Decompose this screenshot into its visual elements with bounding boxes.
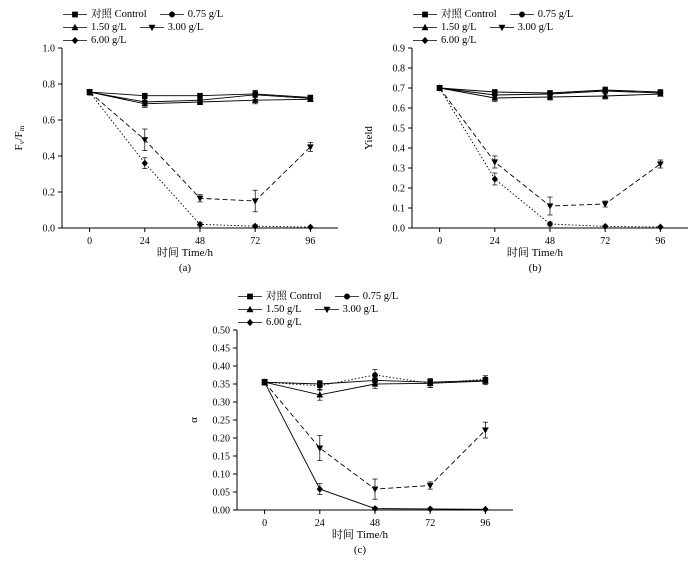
y-axis-title: α [188, 417, 200, 423]
legend-label: 3.00 g/L [517, 22, 554, 33]
y-tick-label: 0.2 [42, 187, 55, 199]
x-tick-label: 48 [545, 236, 555, 247]
y-tick-label: 0.3 [392, 163, 405, 175]
y-tick-label: 0.35 [212, 379, 230, 391]
x-tick-label: 24 [139, 236, 150, 247]
legend-marker-square-icon [62, 9, 88, 20]
legend-marker-triangle-down-icon [139, 22, 165, 33]
panel-letter-c: (c) [353, 544, 367, 556]
legend-marker-square-icon [412, 9, 438, 20]
y-tick-label: 0.9 [392, 43, 405, 55]
series-triangle-down [87, 89, 314, 211]
x-axis-title-b: 时间 Time/h [506, 247, 564, 259]
legend-panel-b [412, 8, 573, 47]
panel-letter-b: (b) [528, 262, 542, 274]
legend-marker-circle-icon [509, 9, 535, 20]
legend-panel-c [237, 290, 398, 329]
legend-marker-triangle-down-icon [489, 22, 515, 33]
legend-row [62, 8, 223, 21]
x-tick-label: 96 [480, 518, 491, 529]
legend-row [237, 316, 398, 329]
x-tick-label: 72 [425, 518, 436, 529]
x-tick-label: 96 [305, 236, 316, 247]
legend-item [62, 34, 127, 47]
y-axis-title: Yield [363, 126, 375, 150]
legend-item [489, 21, 554, 34]
legend-item [509, 8, 574, 21]
legend-marker-triangle-down-icon [314, 304, 340, 315]
legend-item [334, 290, 399, 303]
y-tick-label: 0.2 [392, 183, 405, 195]
legend-label: 1.50 g/L [441, 22, 477, 33]
legend-label: 对照 Control [91, 9, 147, 20]
x-tick-label: 0 [262, 518, 268, 529]
x-tick-label: 0 [437, 236, 443, 247]
x-axis-title-c: 时间 Time/h [331, 529, 389, 541]
series-diamond [87, 89, 314, 231]
series-triangle-down [437, 86, 664, 215]
x-tick-label: 24 [489, 236, 500, 247]
legend-item [412, 34, 477, 47]
legend-label: 0.75 g/L [187, 9, 224, 20]
legend-label: 0.75 g/L [537, 9, 574, 20]
legend-item [412, 8, 497, 21]
legend-item [237, 303, 302, 316]
legend-item [159, 8, 224, 21]
x-tick-label: 48 [370, 518, 380, 529]
y-tick-label: 0.45 [212, 343, 230, 355]
series-triangle-down [262, 379, 489, 499]
x-axis-title-a: 时间 Time/h [156, 247, 214, 259]
series-triangle-up [262, 378, 489, 401]
legend-label: 对照 Control [441, 9, 497, 20]
legend-label: 对照 Control [266, 291, 322, 302]
legend-row [237, 303, 398, 316]
y-tick-label: 0.8 [392, 63, 405, 75]
x-tick-label: 0 [87, 236, 93, 247]
legend-item [139, 21, 204, 34]
legend-item [412, 21, 477, 34]
y-tick-label: 0.0 [42, 223, 55, 235]
legend-marker-circle-icon [159, 9, 185, 20]
legend-marker-diamond-icon [62, 35, 88, 46]
legend-label: 0.75 g/L [362, 291, 399, 302]
legend-marker-diamond-icon [412, 35, 438, 46]
y-tick-label: 1.0 [42, 43, 55, 55]
y-tick-label: 0.05 [212, 487, 230, 499]
legend-row [412, 8, 573, 21]
legend-marker-triangle-up-icon [62, 22, 88, 33]
legend-row [62, 21, 223, 34]
x-tick-label: 96 [655, 236, 666, 247]
y-axis-title: Fv/Fm [13, 125, 26, 151]
legend-marker-diamond-icon [237, 317, 263, 328]
legend-label: 3.00 g/L [167, 22, 204, 33]
legend-label: 1.50 g/L [266, 304, 302, 315]
legend-marker-triangle-up-icon [412, 22, 438, 33]
y-tick-label: 0.4 [42, 151, 55, 163]
legend-marker-square-icon [237, 291, 263, 302]
legend-marker-triangle-up-icon [237, 304, 263, 315]
y-tick-label: 0.6 [42, 115, 55, 127]
legend-row [412, 34, 573, 47]
legend-row [412, 21, 573, 34]
y-tick-label: 0.10 [212, 469, 230, 481]
y-tick-label: 0.40 [212, 361, 230, 373]
legend-row [62, 34, 223, 47]
legend-label: 1.50 g/L [91, 22, 127, 33]
y-tick-label: 0.0 [392, 223, 405, 235]
legend-label: 6.00 g/L [266, 317, 302, 328]
y-tick-label: 0.7 [392, 83, 405, 95]
x-tick-label: 48 [195, 236, 205, 247]
x-tick-label: 72 [600, 236, 611, 247]
y-tick-label: 0.25 [212, 415, 230, 427]
legend-label: 6.00 g/L [91, 35, 127, 46]
legend-item [62, 8, 147, 21]
legend-item [237, 316, 302, 329]
y-tick-label: 0.1 [392, 203, 405, 215]
legend-panel-a [62, 8, 223, 47]
y-tick-label: 0.00 [212, 505, 230, 517]
y-tick-label: 0.30 [212, 397, 230, 409]
chart-panel-a [0, 0, 350, 282]
chart-panel-c [175, 282, 525, 564]
y-tick-label: 0.20 [212, 433, 230, 445]
panel-letter-a: (a) [178, 262, 192, 274]
legend-label: 3.00 g/L [342, 304, 379, 315]
y-tick-label: 0.6 [392, 103, 405, 115]
legend-item [314, 303, 379, 316]
y-tick-label: 0.4 [392, 143, 405, 155]
legend-item [237, 290, 322, 303]
y-tick-label: 0.50 [212, 325, 230, 337]
legend-marker-circle-icon [334, 291, 360, 302]
legend-row [237, 290, 398, 303]
y-tick-label: 0.8 [42, 79, 55, 91]
legend-item [62, 21, 127, 34]
y-tick-label: 0.15 [212, 451, 230, 463]
legend-label: 6.00 g/L [441, 35, 477, 46]
x-tick-label: 24 [314, 518, 325, 529]
x-tick-label: 72 [250, 236, 261, 247]
y-tick-label: 0.5 [392, 123, 405, 135]
chart-panel-b [350, 0, 700, 282]
